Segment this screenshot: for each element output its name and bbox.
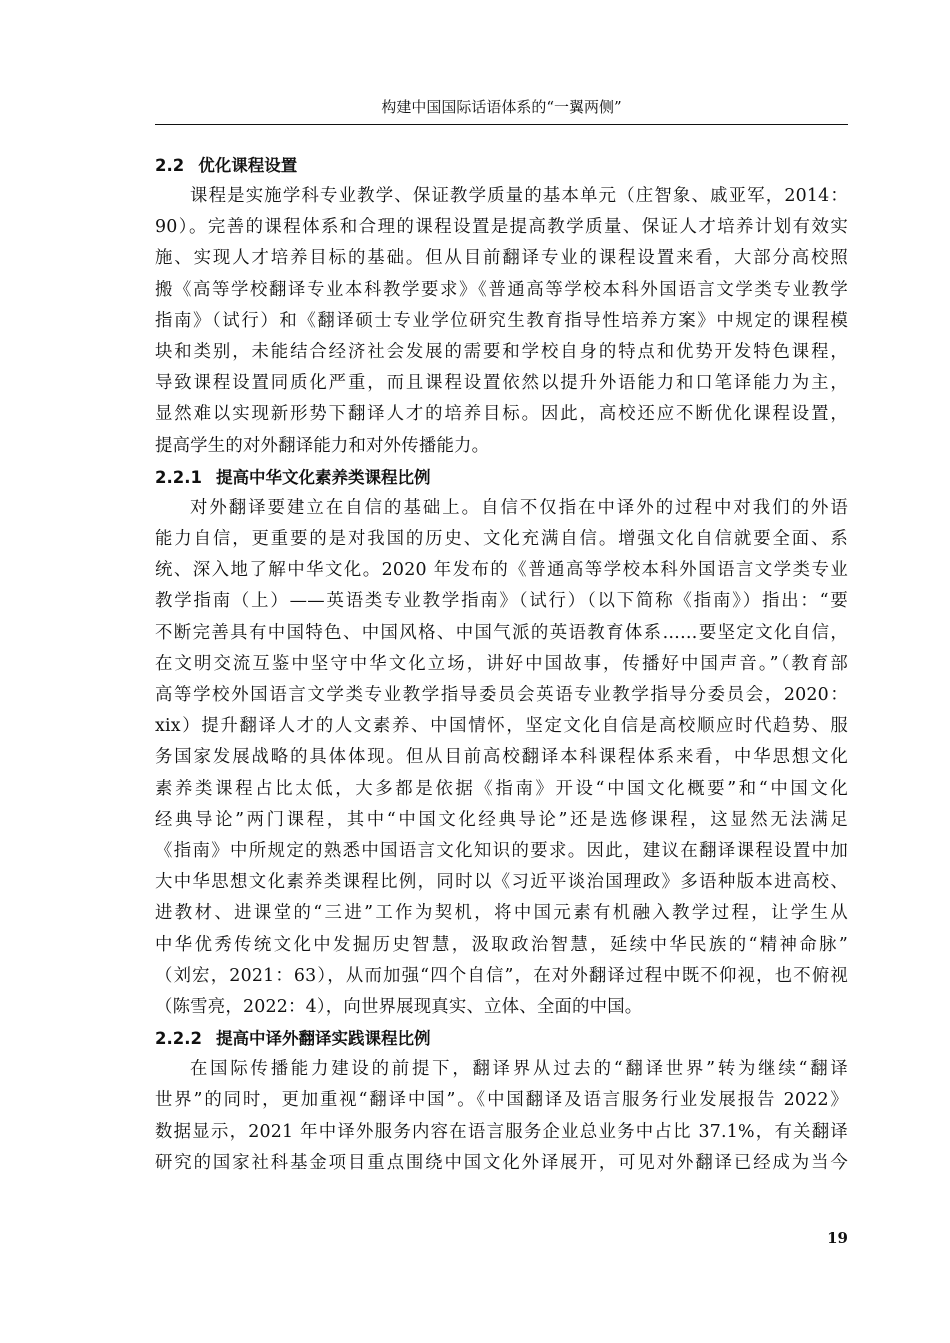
text-line: （陈雪亮，2022：4），向世界展现真实、立体、全面的中国。 [155,997,643,1018]
text-line: 素养类课程占比太低，大多都是依据《指南》开设“中国文化概要”和“中国文化 [155,778,848,799]
section-2-2 [155,150,848,462]
text-line: 教学指南（上）——英语类专业教学指南》（试行）（以下简称《指南》）指出：“要 [155,591,848,612]
page-number: 19 [827,1229,848,1247]
page-body [155,150,848,1179]
text-line: 进教材、进课堂的“三进”工作为契机，将中国元素有机融入教学过程，让学生从 [155,903,848,924]
text-line: 高等学校外国语言文学类专业教学指导委员会英语专业教学指导分委员会，2020： [155,685,848,706]
text-line: 90）。完善的课程体系和合理的课程设置是提高教学质量、保证人才培养计划有效实 [155,217,848,238]
text-line: xix）提升翻译人才的人文素养、中国情怀，坚定文化自信是高校顺应时代趋势、服 [155,716,848,737]
text-line: 课程是实施学科专业教学、保证教学质量的基本单元（庄智象、戚亚军，2014： [190,186,848,206]
text-line: 世界”的同时，更加重视“翻译中国”。《中国翻译及语言服务行业发展报告 2022》 [155,1090,848,1111]
text-line: 务国家发展战略的具体体现。但从目前高校翻译本科课程体系来看，中华思想文化 [155,747,848,768]
text-line: 数据显示，2021 年中译外服务内容在语言服务企业总业务中占比 37.1%，有关翻译 [155,1121,848,1142]
text-line: 导致课程设置同质化严重，而且课程设置依然以提升外语能力和口笔译能力为主， [155,373,848,394]
text-line: （刘宏，2021：63），从而加强“四个自信”，在对外翻译过程中既不仰视，也不俯视 [155,965,848,986]
text-line: 块和类别，未能结合经济社会发展的需要和学校自身的特点和优势开发特色课程， [155,342,848,363]
subsection-title: 提高中译外翻译实践课程比例 [215,1029,431,1049]
text-line: 《指南》中所规定的熟悉中国语言文化知识的要求。因此，建议在翻译课程设置中加 [155,841,848,862]
section-title: 优化课程设置 [198,156,298,175]
section-2-2-2 [155,1023,848,1179]
subsection-heading [155,1023,848,1054]
text-line: 搬《高等学校翻译专业本科教学要求》《普通高等学校本科外国语言文学类专业教学 [155,279,848,300]
text-line: 对外翻译要建立在自信的基础上。自信不仅指在中译外的过程中对我们的外语 [190,497,848,518]
section-heading [155,150,848,181]
text-line: 提高学生的对外翻译能力和对外传播能力。 [155,435,490,456]
running-head: 构建中国国际话语体系的“一翼两侧” [381,98,622,116]
paragraph [155,1054,848,1179]
text-line: 指南》（试行）和《翻译硕士专业学位研究生教育指导性培养方案》中规定的课程模 [155,310,848,331]
subsection-number: 2.2.1 [155,467,202,487]
text-line: 研究的国家社科基金项目重点围绕中国文化外译展开，可见对外翻译已经成为当今 [155,1152,848,1173]
text-line: 大中华思想文化素养类课程比例，同时以《习近平谈治国理政》多语种版本进高校、 [155,872,848,893]
subsection-title: 提高中华文化素养类课程比例 [215,467,431,487]
text-line: 在文明交流互鉴中坚守中华文化立场，讲好中国故事，传播好中国声音。”（教育部 [155,653,848,674]
text-line: 中华优秀传统文化中发掘历史智慧，汲取政治智慧，延续中华民族的“精神命脉” [155,934,848,955]
text-line: 能力自信，更重要的是对我国的历史、文化充满自信。增强文化自信就要全面、系 [155,529,848,550]
text-line: 施、实现人才培养目标的基础。但从目前翻译专业的课程设置来看，大部分高校照 [155,248,848,269]
text-line: 不断完善具有中国特色、中国风格、中国气派的英语教育体系……要坚定文化自信， [155,622,848,643]
section-2-2-1 [155,462,848,1023]
paragraph [155,493,848,1023]
section-number: 2.2 [155,156,185,175]
paragraph [155,181,848,462]
text-line: 在国际传播能力建设的前提下，翻译界从过去的“翻译世界”转为继续“翻译 [190,1059,848,1080]
subsection-heading [155,462,848,493]
header-rule [155,124,848,125]
text-line: 显然难以实现新形势下翻译人才的培养目标。因此，高校还应不断优化课程设置， [155,404,848,425]
text-line: 统、深入地了解中华文化。2020 年发布的《普通高等学校本科外国语言文学类专业 [155,560,848,581]
text-line: 经典导论”两门课程，其中“中国文化经典导论”还是选修课程，这显然无法满足 [155,809,848,830]
subsection-number: 2.2.2 [155,1029,202,1049]
